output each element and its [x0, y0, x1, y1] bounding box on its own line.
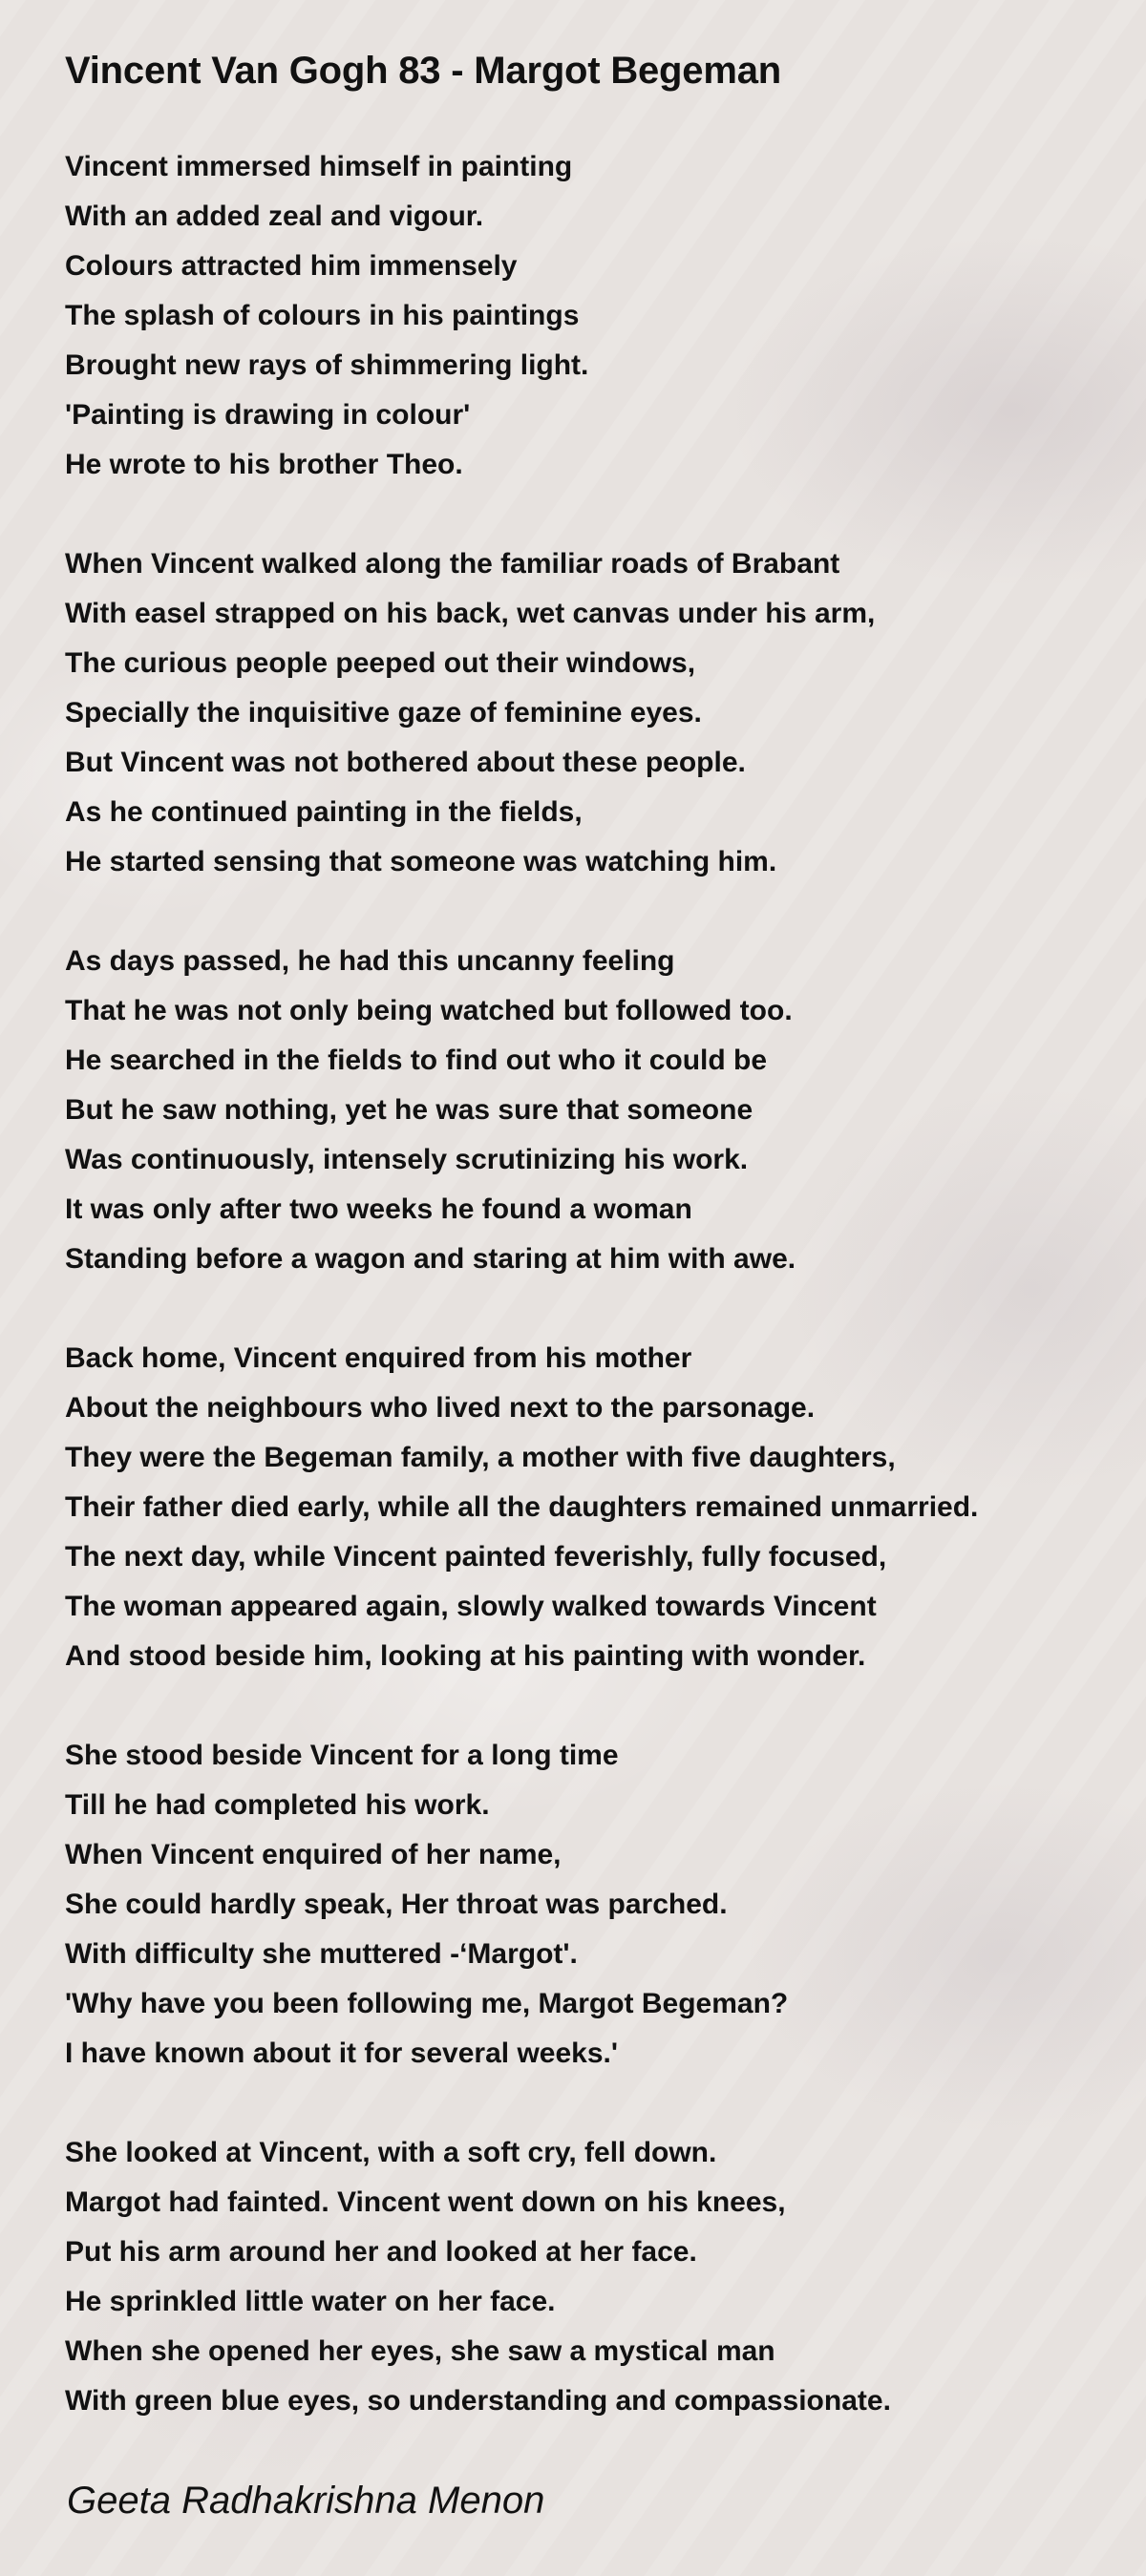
poem-line: Specially the inquisitive gaze of feminine eyes.: [65, 697, 702, 728]
stanza: [65, 937, 1125, 1284]
poem-line: He sprinkled little water on her face.: [65, 2286, 556, 2317]
poem-line: 'Painting is drawing in colour': [65, 399, 471, 431]
poem-line: But Vincent was not bothered about these people.: [65, 747, 746, 778]
poem-line: That he was not only being watched but followed too.: [65, 995, 793, 1026]
poem-line: Standing before a wagon and staring at him with awe.: [65, 1243, 796, 1275]
poem-line: Their father died early, while all the daughters remained unmarried.: [65, 1491, 979, 1523]
poem-line: It was only after two weeks he found a woman: [65, 1193, 692, 1225]
poem-line: Colours attracted him immensely: [65, 250, 518, 282]
poem-line: Vincent immersed himself in painting: [65, 151, 573, 182]
stanza: [65, 1334, 1125, 1681]
poem-line: When Vincent walked along the familiar roads of Brabant: [65, 548, 840, 580]
poem-line: Back home, Vincent enquired from his mother: [65, 1342, 692, 1374]
poem-line: She looked at Vincent, with a soft cry, fell down.: [65, 2137, 717, 2168]
poem-line: With an added zeal and vigour.: [65, 201, 484, 232]
poem-line: Brought new rays of shimmering light.: [65, 349, 589, 381]
poem-line: The woman appeared again, slowly walked towards Vincent: [65, 1591, 877, 1622]
poem-line: And stood beside him, looking at his painting with wonder.: [65, 1640, 866, 1672]
poem-line: The curious people peeped out their windows,: [65, 647, 696, 679]
stanza: [65, 2128, 1125, 2426]
poem-line: As he continued painting in the fields,: [65, 796, 583, 828]
poem-line: She could hardly speak, Her throat was parched.: [65, 1889, 728, 1920]
poem-author: Geeta Radhakrishna Menon: [67, 2480, 545, 2522]
poem-body: [65, 142, 1125, 2426]
poem-line: The splash of colours in his paintings: [65, 300, 580, 331]
poem-title: Vincent Van Gogh 83 - Margot Begeman: [65, 50, 781, 92]
poem-line: They were the Begeman family, a mother with five daughters,: [65, 1442, 896, 1473]
poem-line: When Vincent enquired of her name,: [65, 1839, 562, 1870]
stanza: [65, 539, 1125, 887]
poem-line: Till he had completed his work.: [65, 1789, 490, 1821]
stanza: [65, 1731, 1125, 2079]
poem-line: Put his arm around her and looked at her face.: [65, 2236, 697, 2268]
stanza: [65, 142, 1125, 490]
poem-line: With difficulty she muttered -‘Margot'.: [65, 1938, 578, 1970]
poem-line: He wrote to his brother Theo.: [65, 449, 463, 480]
poem-line: The next day, while Vincent painted feverishly, fully focused,: [65, 1541, 887, 1573]
poem-line: He searched in the fields to find out who it could be: [65, 1045, 768, 1076]
poem-line: With green blue eyes, so understanding and compassionate.: [65, 2385, 891, 2417]
poem-line: Margot had fainted. Vincent went down on his knees,: [65, 2186, 786, 2218]
poem-line: But he saw nothing, yet he was sure that someone: [65, 1094, 753, 1126]
poem-line: With easel strapped on his back, wet canvas under his arm,: [65, 598, 876, 629]
poem-line: I have known about it for several weeks.': [65, 2038, 618, 2069]
poem-line: When she opened her eyes, she saw a mystical man: [65, 2335, 775, 2367]
poem-line: Was continuously, intensely scrutinizing his work.: [65, 1144, 749, 1175]
poem-line: About the neighbours who lived next to the parsonage.: [65, 1392, 816, 1424]
poem-line: She stood beside Vincent for a long time: [65, 1740, 619, 1771]
poem-line: He started sensing that someone was watching him.: [65, 846, 777, 877]
poem-line: As days passed, he had this uncanny feeling: [65, 945, 675, 977]
poem-line: 'Why have you been following me, Margot Begeman?: [65, 1988, 789, 2019]
